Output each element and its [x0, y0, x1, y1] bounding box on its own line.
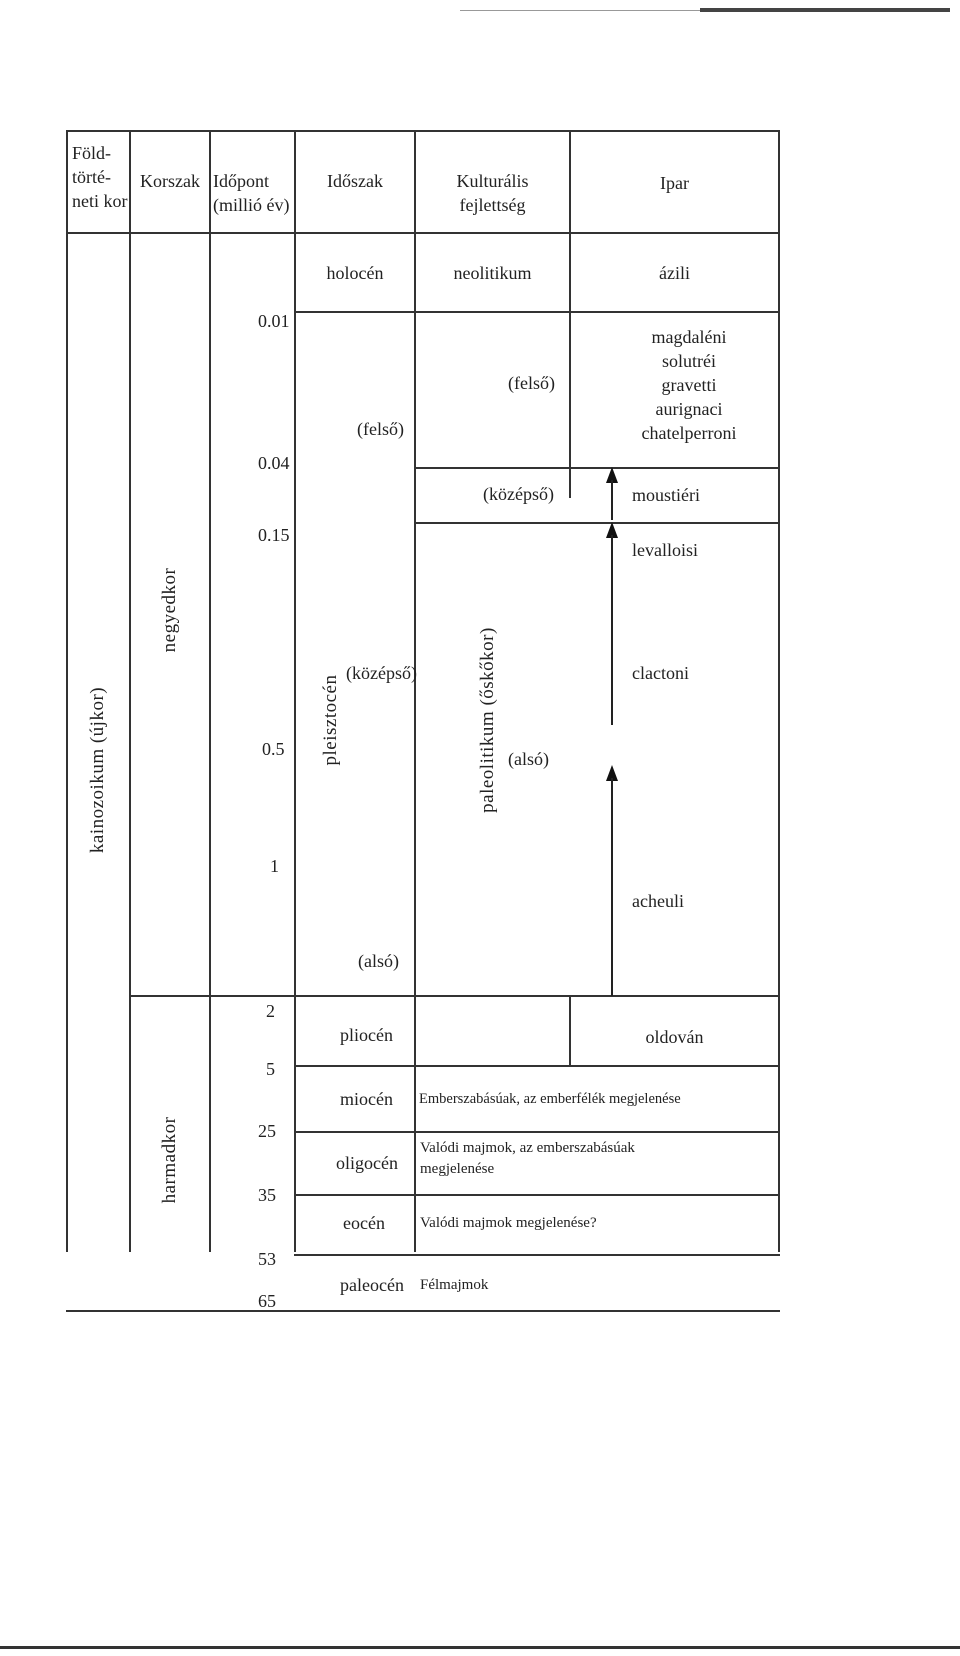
border-bottom [66, 1310, 780, 1312]
epoch-pliocen: pliocén [340, 1025, 393, 1045]
border-right [778, 130, 780, 1252]
col-line-1 [129, 130, 131, 1252]
industry-moustieri: moustiéri [632, 485, 700, 505]
header-foldtorteneti-3: neti kor [72, 191, 128, 211]
culture-oligocen-note-1: Valódi majmok, az emberszabásúak [420, 1140, 635, 1156]
arrow-line-levalloisi [611, 535, 613, 725]
period-harmadkor: harmadkor [159, 1116, 180, 1204]
culture-also: (alsó) [508, 749, 549, 769]
time-53: 53 [258, 1249, 276, 1269]
time-35: 35 [258, 1185, 276, 1205]
row-holocen-bottom [294, 311, 780, 313]
epoch-pleisztocen-also: (alsó) [358, 951, 399, 971]
time-0-01: 0.01 [258, 311, 290, 331]
culture-kozepso: (középső) [483, 484, 554, 504]
time-65: 65 [258, 1291, 276, 1311]
header-idopont-2: (millió év) [213, 195, 290, 215]
row-miocen-bottom [294, 1131, 780, 1133]
header-bottom [66, 232, 780, 234]
epoch-paleocen: paleocén [340, 1275, 404, 1295]
scan-mark-bottom [0, 1646, 960, 1649]
row-felso-bottom [414, 467, 780, 469]
epoch-miocen: miocén [340, 1089, 393, 1109]
culture-eocen-note: Valódi majmok megjelenése? [420, 1215, 597, 1231]
epoch-pleisztocen-felso: (felső) [357, 419, 404, 439]
header-foldtorteneti-1: Föld- [72, 143, 112, 163]
industry-chatelperroni: chatelperroni [641, 423, 737, 443]
epoch-oligocen: oligocén [336, 1153, 398, 1173]
time-1: 1 [270, 856, 279, 876]
industry-levalloisi: levalloisi [632, 540, 698, 560]
period-negyedkor: negyedkor [159, 567, 180, 653]
header-korszak: Korszak [140, 171, 200, 191]
epoch-pleisztocen-kozepso: (középső) [346, 663, 417, 683]
industry-clactoni: clactoni [632, 663, 689, 683]
time-25: 25 [258, 1121, 276, 1141]
row-kozepso-bottom [414, 522, 780, 524]
culture-felso: (felső) [508, 373, 555, 393]
culture-paleolitikum: paleolitikum (őskőkor) [477, 627, 498, 813]
industry-azili: ázili [659, 263, 690, 283]
culture-miocen-note: Emberszabásúak, az emberfélék megjelenése [419, 1091, 681, 1107]
arrow-line-acheuli [611, 778, 613, 996]
time-5: 5 [266, 1059, 275, 1079]
scan-mark-top-right [700, 8, 950, 12]
industry-acheuli: acheuli [632, 891, 684, 911]
border-left [66, 130, 68, 1252]
quaternary-bottom [129, 995, 780, 997]
culture-oligocen-note-2: megjelenése [420, 1161, 495, 1177]
arrow-line-moustieri [611, 480, 613, 520]
time-0-5: 0.5 [262, 739, 285, 759]
time-0-04: 0.04 [258, 453, 290, 473]
time-2: 2 [266, 1001, 275, 1021]
header-idoszak: Időszak [327, 171, 383, 191]
header-kulturalis-1: Kulturális [456, 171, 529, 191]
row-oligocen-bottom [294, 1194, 780, 1196]
col-line-4 [414, 130, 416, 1252]
header-foldtorteneti-2: törté- [72, 167, 111, 187]
header-ipar: Ipar [660, 173, 689, 193]
culture-neolitikum: neolitikum [453, 263, 532, 283]
row-eocen-bottom [294, 1254, 780, 1256]
epoch-holocen: holocén [326, 263, 384, 283]
time-0-15: 0.15 [258, 525, 290, 545]
col-line-3 [294, 130, 296, 1252]
epoch-pleisztocen: pleisztocén [320, 674, 341, 766]
row-pliocen-bottom [294, 1065, 780, 1067]
industry-oldovan: oldován [645, 1027, 704, 1047]
header-idopont-1: Időpont [213, 171, 269, 191]
border-top [66, 130, 780, 132]
industry-magdaleni: magdaléni [651, 327, 727, 347]
header-kulturalis-2: fejlettség [459, 195, 526, 215]
industry-gravetti: gravetti [661, 375, 717, 395]
scan-mark-top [460, 10, 700, 11]
industry-solutrei: solutréi [662, 351, 716, 371]
culture-paleocen-note: Félmajmok [420, 1277, 489, 1293]
epoch-eocen: eocén [343, 1213, 385, 1233]
col-line-2 [209, 130, 211, 1252]
era-kainozoikum: kainozoikum (újkor) [87, 686, 108, 854]
industry-aurignaci: aurignaci [655, 399, 723, 419]
